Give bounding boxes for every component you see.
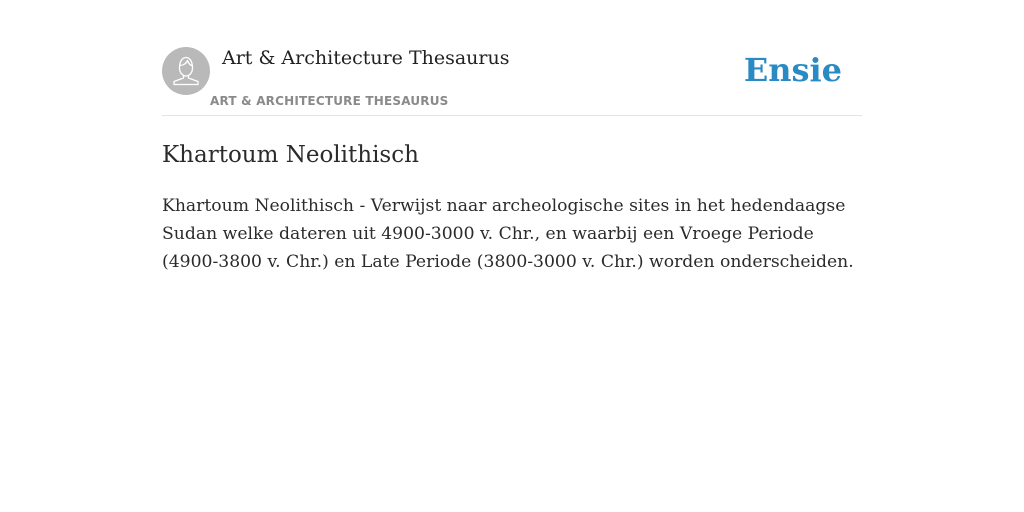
- article-body: Khartoum Neolithisch - Verwijst naar archeologische sites in het hedendaagse Sudan welke dateren uit 4900-3000 v. Chr., en waarbij een Vroege Periode (4900-3800 v. Chr.) en Late Periode (3800-3000 v. Chr.) worden onderscheiden.: [162, 196, 854, 272]
- article-title: Khartoum Neolithisch: [162, 142, 419, 168]
- brand-logo[interactable]: Ensie: [743, 51, 842, 89]
- author-subtitle: ART & ARCHITECTURE THESAURUS: [210, 94, 449, 108]
- author-avatar[interactable]: [162, 47, 210, 95]
- page-header: [162, 40, 862, 116]
- author-name-link[interactable]: Art & Architecture Thesaurus: [222, 47, 510, 69]
- user-icon: [162, 47, 210, 95]
